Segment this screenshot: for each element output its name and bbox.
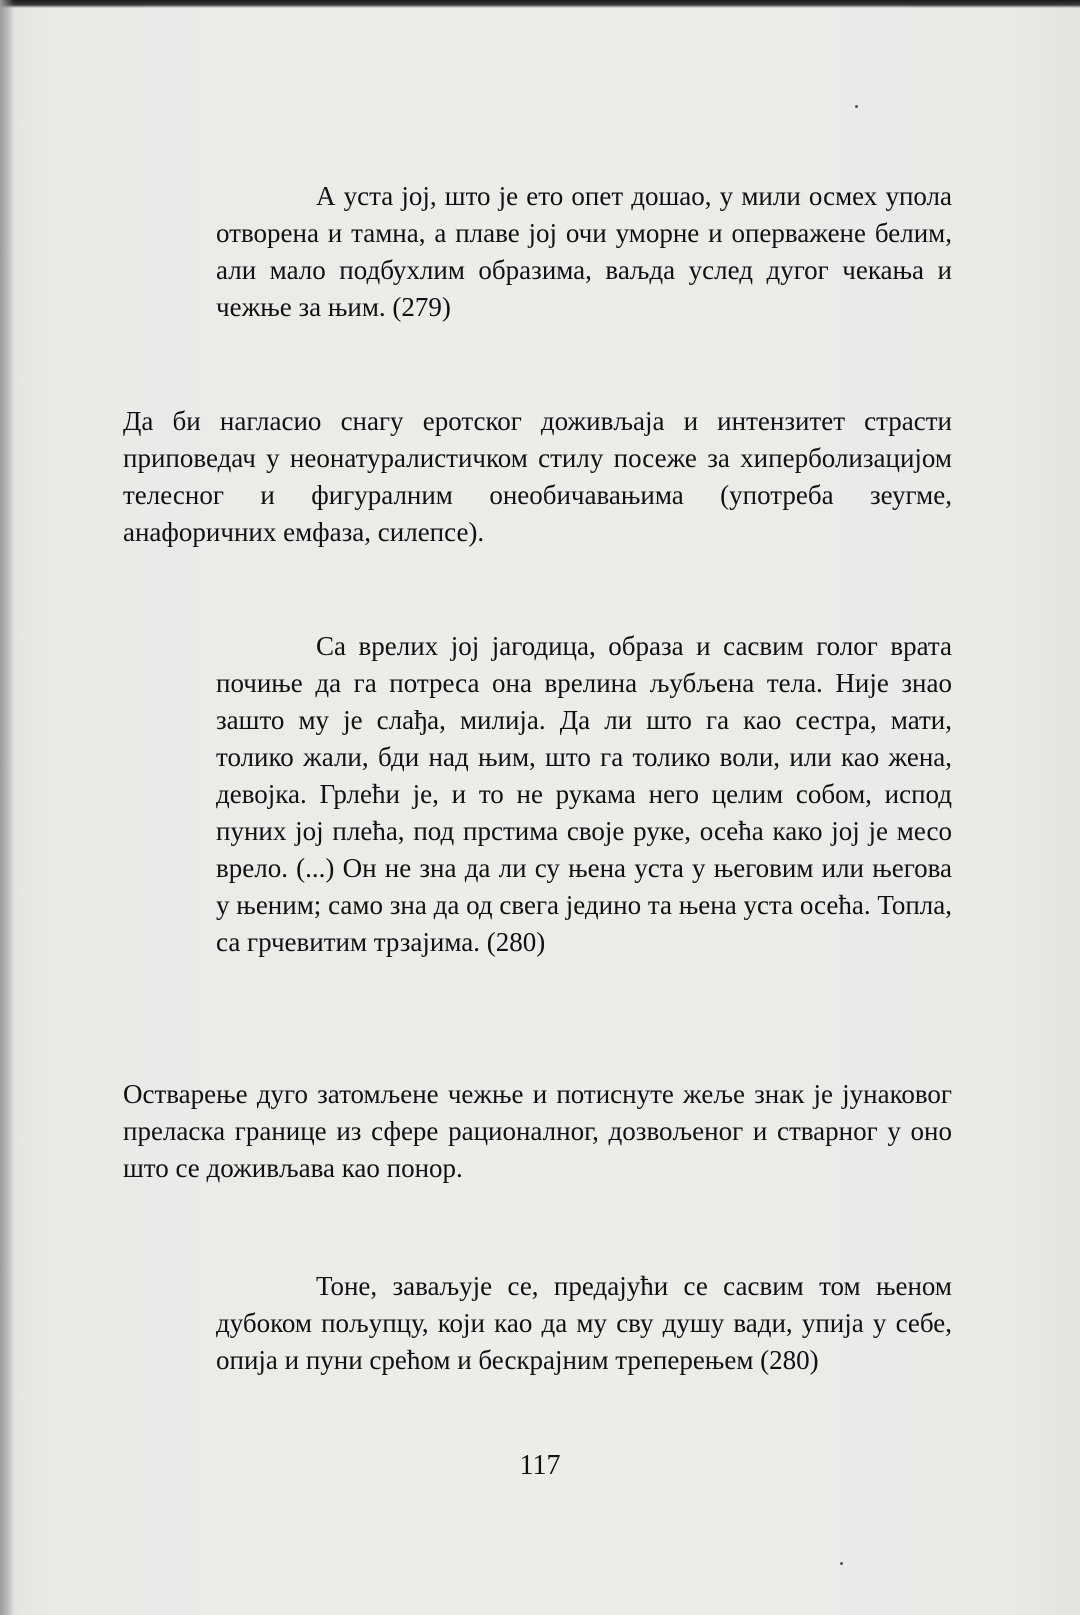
quote-paragraph-3: Тоне, заваљује се, предајући се сасвим том њеном дубоком пољупцу, који као да му сву душу вади, упија у себе, опија и пуни срећом и бескрајним треперењем (280)	[216, 1271, 952, 1375]
paper-speck	[840, 1562, 843, 1565]
body-paragraph-1: Да би нагласио снагу еротског доживљаја и интензитет страсти приповедач у неонатуралистичком стилу посеже за хиперболизацијом телесног и фигуралним онеобичавањима (употреба зеугме, анафоричних емфаза, силепсе).	[123, 406, 952, 547]
page-number: 117	[519, 1450, 561, 1481]
paper-speck	[855, 105, 858, 108]
quote-paragraph-1: А уста јој, што је ето опет дошао, у мили осмех упола отворена и тамна, а плаве јој очи уморне и оперважене белим, али мало подбухлим образима, ваљда услед дугог чекања и чежње за њим. (279)	[216, 181, 952, 322]
binding-shadow	[0, 0, 14, 1615]
scan-top-edge	[0, 0, 1080, 8]
body-paragraph-2: Остварење дуго затомљене чежње и потиснуте жеље знак је јунаковог преласка границе из сфере рационалног, дозвољеног и стварног у оно што се доживљава као понор.	[123, 1079, 952, 1183]
quote-paragraph-2: Са врелих јој јагодица, образа и сасвим голог врата почиње да га потреса она врелина љубљена тела. Није знао зашто му је слађа, милија. Да ли што га као сестра, мати, толико жали, бди над њим, што га толико воли, или као жена, девојка. Грлећи је, и то не рукама него целим собом, испод пуних јој плећа, под прстима своје руке, осећа како јој је месо врело. (...) Он не зна да ли су њена уста у његовим или његова у њеним; само зна да од свега једино та њена уста осећа. Топла, са грчевитим трзајима. (280)	[216, 631, 952, 957]
